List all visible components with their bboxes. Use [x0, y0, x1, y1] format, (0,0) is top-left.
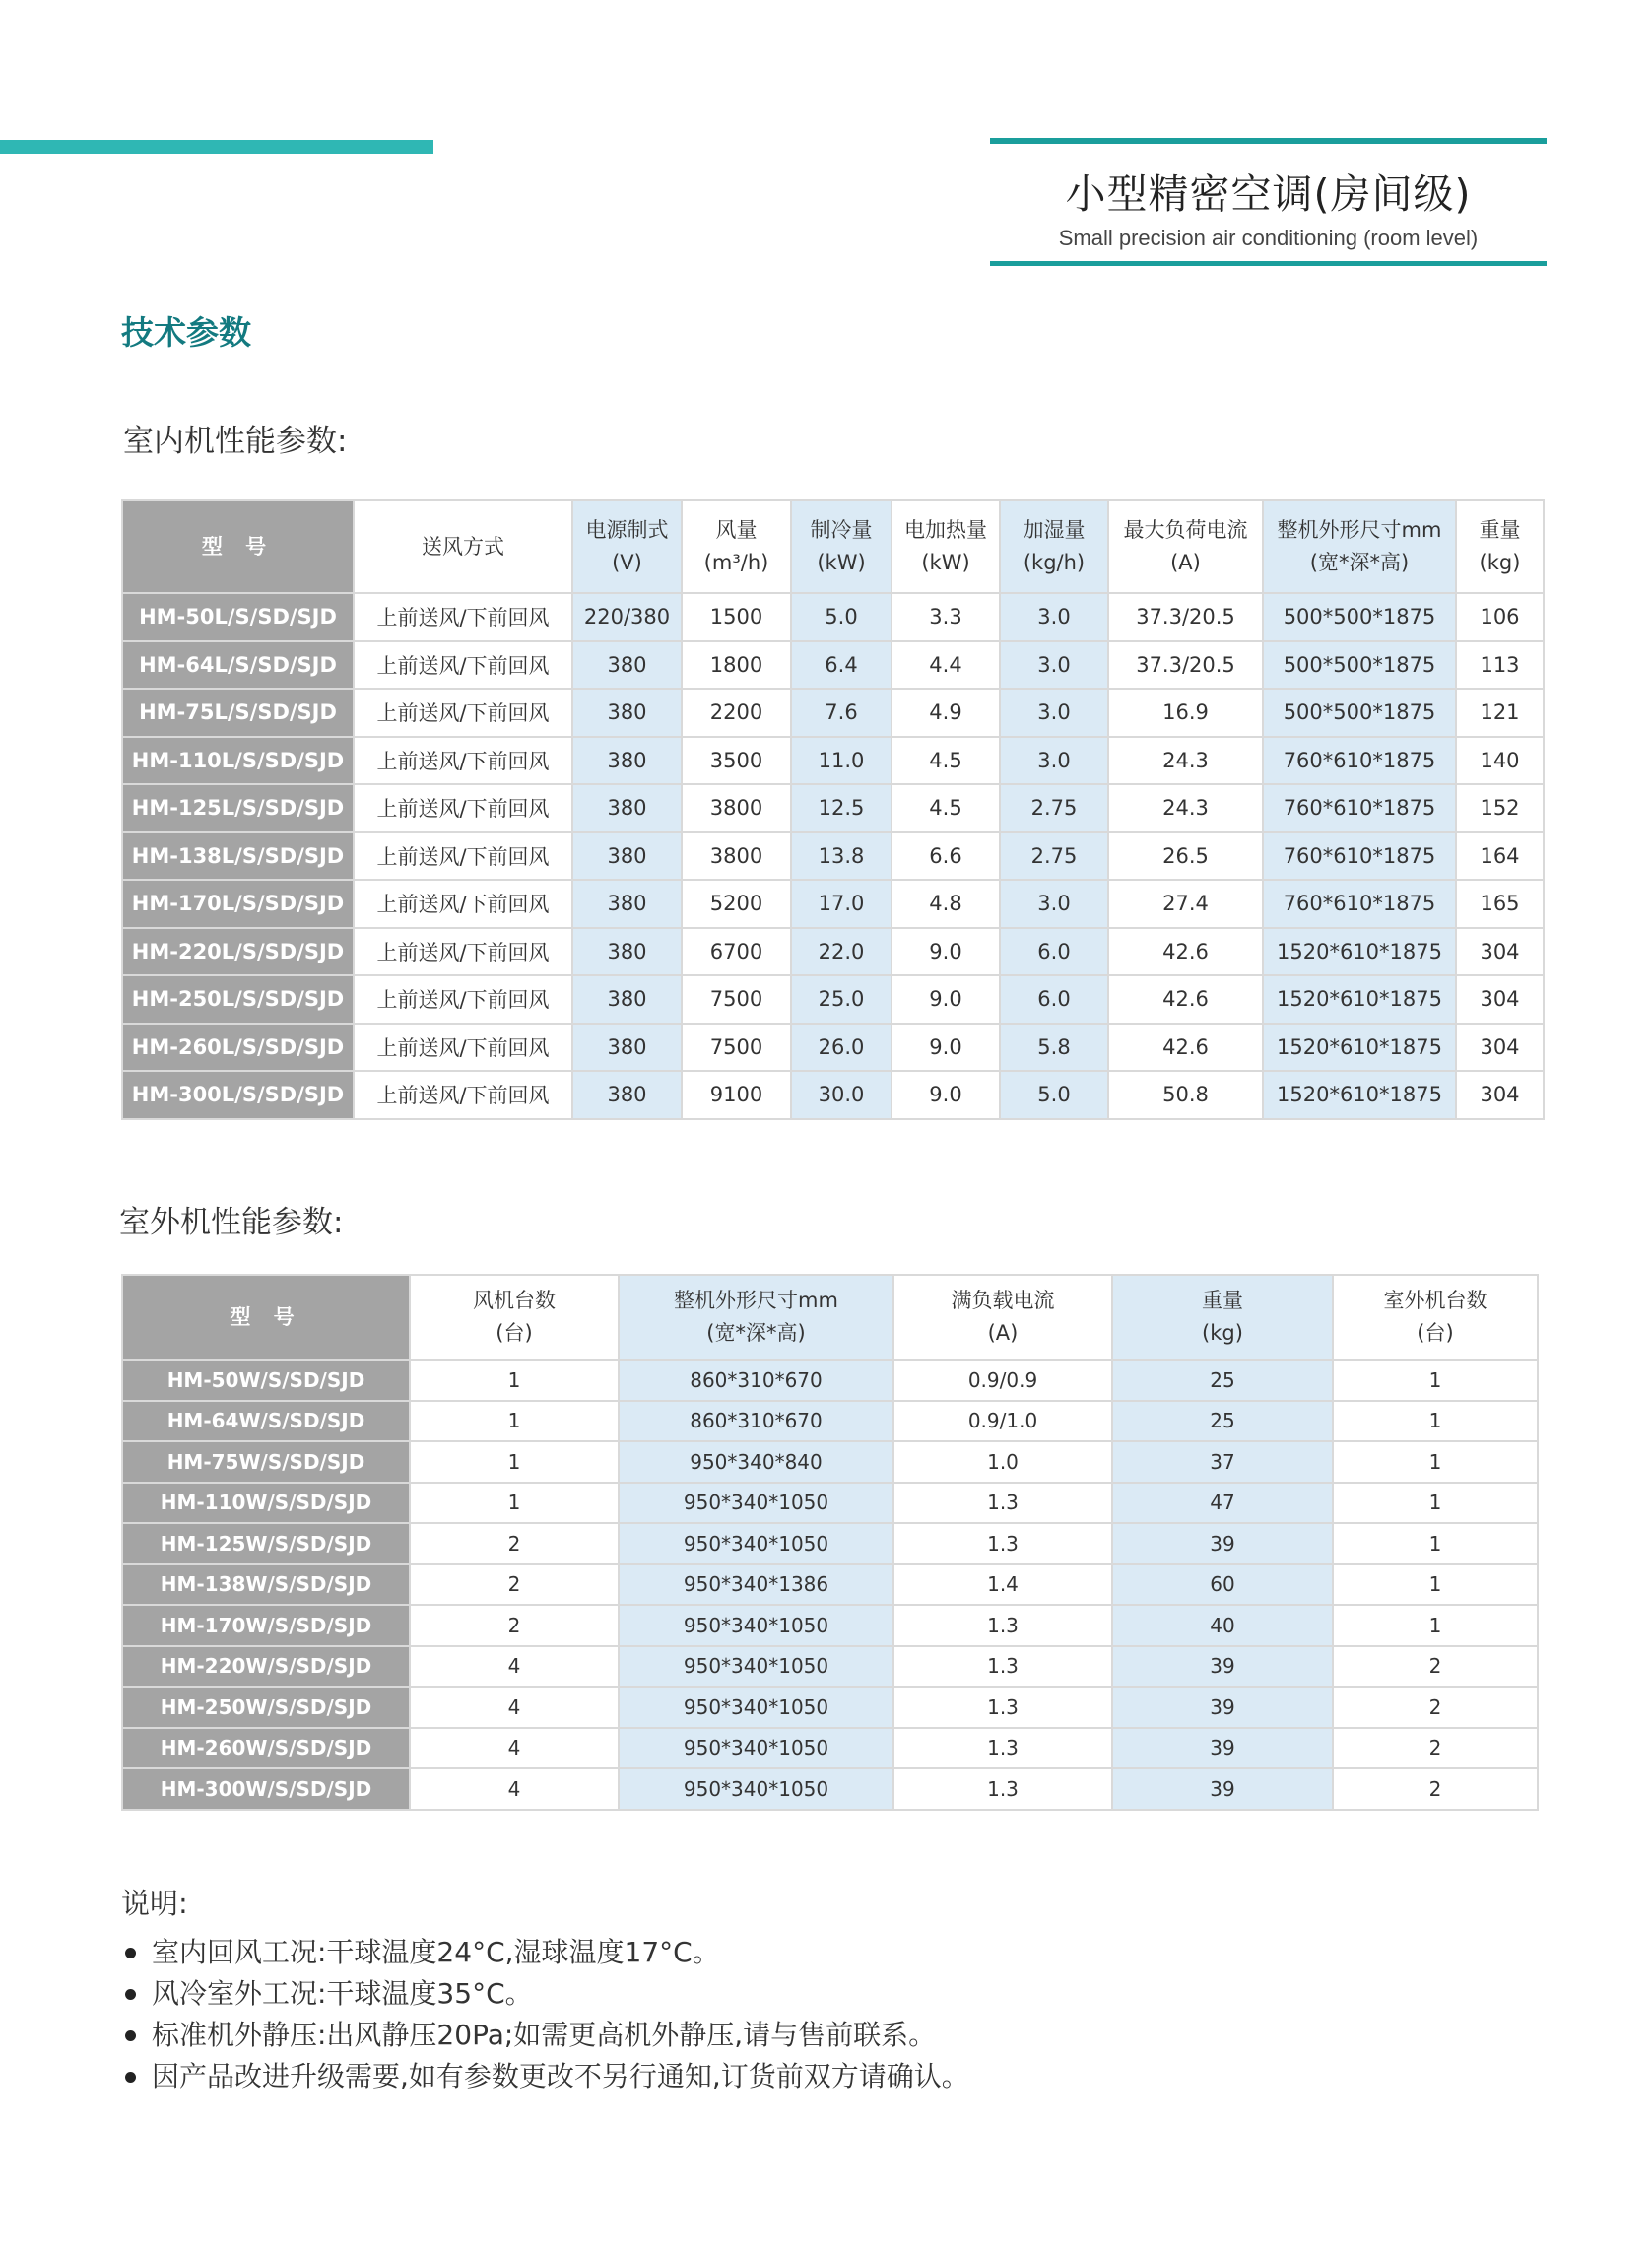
column-header-label: 室外机台数	[1383, 1289, 1487, 1312]
table-row	[122, 1483, 1538, 1524]
model-cell: HM-125L/S/SD/SJD	[122, 784, 354, 832]
table-cell: 4.8	[892, 880, 1000, 928]
table-cell: 500*500*1875	[1263, 641, 1456, 690]
table-cell: 1.4	[893, 1564, 1112, 1606]
column-header-label: 整机外形尺寸mm	[674, 1289, 838, 1312]
table-cell: 9.0	[892, 975, 1000, 1024]
column-header-label: 最大负荷电流	[1123, 518, 1248, 542]
table-cell: 2200	[682, 689, 791, 737]
table-row	[122, 1441, 1538, 1483]
table-cell: 1	[410, 1483, 619, 1524]
table-cell: 4.9	[892, 689, 1000, 737]
table-cell: 2	[1333, 1728, 1538, 1769]
table-cell: 2.75	[1000, 784, 1108, 832]
table-row	[122, 641, 1544, 690]
table-cell: 25	[1112, 1401, 1333, 1442]
table-cell: 上前送风/下前回风	[354, 689, 572, 737]
note-item	[121, 1973, 969, 2015]
table-cell: 上前送风/下前回风	[354, 832, 572, 881]
table-cell: 121	[1456, 689, 1544, 737]
table-row	[122, 1523, 1538, 1564]
table-cell: 4	[410, 1728, 619, 1769]
column-header-unit: (kg)	[1479, 551, 1521, 574]
table-cell: 上前送风/下前回风	[354, 593, 572, 641]
table-cell: 0.9/0.9	[893, 1360, 1112, 1401]
table-cell: 40	[1112, 1605, 1333, 1646]
table-row	[122, 784, 1544, 832]
table-cell: 3.0	[1000, 593, 1108, 641]
table-cell: 860*310*670	[619, 1401, 893, 1442]
table-cell: 2.75	[1000, 832, 1108, 881]
table-cell: 1	[1333, 1401, 1538, 1442]
column-header	[122, 500, 354, 593]
table-cell: 2	[410, 1523, 619, 1564]
table-cell: 6700	[682, 928, 791, 976]
model-cell: HM-125W/S/SD/SJD	[122, 1523, 410, 1564]
table-row	[122, 593, 1544, 641]
column-header-unit: (A)	[1170, 551, 1201, 574]
table-cell: 37	[1112, 1441, 1333, 1483]
model-cell: HM-75L/S/SD/SJD	[122, 689, 354, 737]
column-header	[1112, 1275, 1333, 1360]
table-cell: 3500	[682, 737, 791, 785]
table-cell: 3.0	[1000, 737, 1108, 785]
table-cell: 380	[572, 975, 682, 1024]
table-row	[122, 1071, 1544, 1119]
model-cell: HM-64W/S/SD/SJD	[122, 1401, 410, 1442]
table-cell: 760*610*1875	[1263, 880, 1456, 928]
table-cell: 3.0	[1000, 641, 1108, 690]
table-cell: 上前送风/下前回风	[354, 880, 572, 928]
model-cell: HM-50L/S/SD/SJD	[122, 593, 354, 641]
model-cell: HM-220W/S/SD/SJD	[122, 1646, 410, 1688]
table-cell: 16.9	[1108, 689, 1263, 737]
column-header-label: 重量	[1202, 1289, 1243, 1312]
bullet-icon	[125, 2072, 136, 2083]
column-header	[682, 500, 791, 593]
table-cell: 950*340*1050	[619, 1605, 893, 1646]
table-cell: 304	[1456, 1024, 1544, 1072]
table-cell: 9.0	[892, 928, 1000, 976]
column-header-unit: (台)	[496, 1321, 533, 1345]
table-row	[122, 1728, 1538, 1769]
table-cell: 上前送风/下前回风	[354, 1024, 572, 1072]
column-header-label: 整机外形尺寸mm	[1277, 518, 1442, 542]
table-row	[122, 737, 1544, 785]
table-cell: 1.0	[893, 1441, 1112, 1483]
model-cell: HM-170L/S/SD/SJD	[122, 880, 354, 928]
table-cell: 1	[410, 1401, 619, 1442]
column-header	[1456, 500, 1544, 593]
column-header-label: 送风方式	[422, 534, 504, 559]
table-cell: 380	[572, 832, 682, 881]
table-cell: 950*340*1050	[619, 1483, 893, 1524]
table-cell: 950*340*840	[619, 1441, 893, 1483]
column-header	[354, 500, 572, 593]
column-header	[791, 500, 892, 593]
note-text: 风冷室外工况:干球温度35°C。	[152, 1977, 533, 2010]
table-cell: 380	[572, 737, 682, 785]
table-cell: 500*500*1875	[1263, 593, 1456, 641]
table-cell: 500*500*1875	[1263, 689, 1456, 737]
header-line-top	[990, 138, 1547, 144]
table-cell: 39	[1112, 1768, 1333, 1810]
table-cell: 2	[1333, 1768, 1538, 1810]
table-cell: 3.0	[1000, 880, 1108, 928]
table-row	[122, 928, 1544, 976]
table-cell: 5.8	[1000, 1024, 1108, 1072]
table-cell: 1	[1333, 1523, 1538, 1564]
table-cell: 164	[1456, 832, 1544, 881]
table-cell: 42.6	[1108, 928, 1263, 976]
table-cell: 1	[1333, 1441, 1538, 1483]
table-header-row	[122, 500, 1544, 593]
table-cell: 24.3	[1108, 737, 1263, 785]
table-cell: 上前送风/下前回风	[354, 928, 572, 976]
table-cell: 2	[410, 1605, 619, 1646]
table-cell: 9.0	[892, 1024, 1000, 1072]
table-cell: 140	[1456, 737, 1544, 785]
table-cell: 4.5	[892, 784, 1000, 832]
header-line-bottom	[990, 261, 1547, 266]
table-cell: 50.8	[1108, 1071, 1263, 1119]
table-cell: 220/380	[572, 593, 682, 641]
table-cell: 47	[1112, 1483, 1333, 1524]
table-cell: 4	[410, 1768, 619, 1810]
table-row	[122, 1768, 1538, 1810]
table-cell: 39	[1112, 1523, 1333, 1564]
column-header	[122, 1275, 410, 1360]
note-text: 室内回风工况:干球温度24°C,湿球温度17°C。	[152, 1936, 720, 1968]
model-cell: HM-300L/S/SD/SJD	[122, 1071, 354, 1119]
table-cell: 2	[1333, 1646, 1538, 1688]
column-header-unit: (m³/h)	[703, 551, 769, 574]
table-cell: 上前送风/下前回风	[354, 737, 572, 785]
table-cell: 2	[410, 1564, 619, 1606]
table-cell: 380	[572, 641, 682, 690]
model-cell: HM-110L/S/SD/SJD	[122, 737, 354, 785]
table-row	[122, 1360, 1538, 1401]
table-cell: 380	[572, 1071, 682, 1119]
table-cell: 42.6	[1108, 1024, 1263, 1072]
table-row	[122, 1024, 1544, 1072]
model-cell: HM-260W/S/SD/SJD	[122, 1728, 410, 1769]
column-header-label: 电源制式	[585, 518, 669, 542]
table-cell: 1	[410, 1360, 619, 1401]
column-header-unit: (kW)	[921, 551, 970, 574]
column-header-label: 满负载电流	[951, 1289, 1055, 1312]
table-cell: 380	[572, 880, 682, 928]
table-row	[122, 1646, 1538, 1688]
table-header-row	[122, 1275, 1538, 1360]
column-header	[1333, 1275, 1538, 1360]
table-cell: 上前送风/下前回风	[354, 975, 572, 1024]
table-cell: 1	[1333, 1483, 1538, 1524]
table-cell: 165	[1456, 880, 1544, 928]
column-header-unit: (宽*深*高)	[706, 1321, 806, 1345]
table-cell: 1	[1333, 1605, 1538, 1646]
table-cell: 60	[1112, 1564, 1333, 1606]
column-header-label: 电加热量	[904, 518, 987, 542]
table-cell: 950*340*1386	[619, 1564, 893, 1606]
column-header	[893, 1275, 1112, 1360]
model-cell: HM-300W/S/SD/SJD	[122, 1768, 410, 1810]
table-cell: 30.0	[791, 1071, 892, 1119]
bullet-icon	[125, 2030, 136, 2041]
column-header-unit: (V)	[612, 551, 642, 574]
notes-section	[121, 1882, 969, 2097]
table-cell: 7.6	[791, 689, 892, 737]
table-cell: 39	[1112, 1687, 1333, 1728]
model-cell: HM-250W/S/SD/SJD	[122, 1687, 410, 1728]
model-cell: HM-50W/S/SD/SJD	[122, 1360, 410, 1401]
table-cell: 1520*610*1875	[1263, 1071, 1456, 1119]
table-cell: 1.3	[893, 1483, 1112, 1524]
model-cell: HM-250L/S/SD/SJD	[122, 975, 354, 1024]
column-header-unit: (宽*深*高)	[1309, 551, 1410, 574]
bullet-icon	[125, 1989, 136, 2000]
table-cell: 2	[1333, 1687, 1538, 1728]
table-cell: 13.8	[791, 832, 892, 881]
table-cell: 6.6	[892, 832, 1000, 881]
table-row	[122, 689, 1544, 737]
column-header	[892, 500, 1000, 593]
table-cell: 6.4	[791, 641, 892, 690]
table-cell: 37.3/20.5	[1108, 641, 1263, 690]
model-cell: HM-64L/S/SD/SJD	[122, 641, 354, 690]
model-cell: HM-75W/S/SD/SJD	[122, 1441, 410, 1483]
indoor-spec-table	[121, 499, 1545, 1120]
table-cell: 7500	[682, 975, 791, 1024]
table-row	[122, 1605, 1538, 1646]
table-cell: 5.0	[1000, 1071, 1108, 1119]
table-cell: 380	[572, 1024, 682, 1072]
table-cell: 950*340*1050	[619, 1646, 893, 1688]
column-header-label: 型 号	[230, 1304, 302, 1329]
table-cell: 1520*610*1875	[1263, 975, 1456, 1024]
table-cell: 1500	[682, 593, 791, 641]
table-cell: 上前送风/下前回风	[354, 1071, 572, 1119]
page-title: 小型精密空调(房间级)	[1065, 170, 1472, 218]
column-header	[1108, 500, 1263, 593]
column-header	[572, 500, 682, 593]
table-cell: 1.3	[893, 1768, 1112, 1810]
column-header-label: 风量	[715, 518, 758, 542]
note-item	[121, 2056, 969, 2097]
page-subtitle: Small precision air conditioning (room level)	[1058, 226, 1479, 250]
table-cell: 3.3	[892, 593, 1000, 641]
table-cell: 11.0	[791, 737, 892, 785]
table-cell: 950*340*1050	[619, 1523, 893, 1564]
table-cell: 113	[1456, 641, 1544, 690]
column-header-unit: (kg/h)	[1023, 551, 1086, 574]
table-cell: 4	[410, 1687, 619, 1728]
table-cell: 5200	[682, 880, 791, 928]
table-cell: 3.0	[1000, 689, 1108, 737]
table-cell: 4.4	[892, 641, 1000, 690]
table-cell: 6.0	[1000, 975, 1108, 1024]
model-cell: HM-220L/S/SD/SJD	[122, 928, 354, 976]
column-header-label: 风机台数	[473, 1289, 556, 1312]
notes-list	[121, 1932, 969, 2097]
table-cell: 4	[410, 1646, 619, 1688]
notes-title: 说明:	[121, 1887, 188, 1920]
table-cell: 380	[572, 689, 682, 737]
column-header-label: 型 号	[201, 534, 275, 559]
table-row	[122, 880, 1544, 928]
table-cell: 1	[1333, 1564, 1538, 1606]
note-item	[121, 1932, 969, 1973]
column-header	[410, 1275, 619, 1360]
table-row	[122, 1401, 1538, 1442]
table-cell: 12.5	[791, 784, 892, 832]
table-cell: 304	[1456, 1071, 1544, 1119]
table-cell: 152	[1456, 784, 1544, 832]
table-cell: 106	[1456, 593, 1544, 641]
table-cell: 37.3/20.5	[1108, 593, 1263, 641]
table-cell: 5.0	[791, 593, 892, 641]
outdoor-spec-table	[121, 1274, 1539, 1811]
indoor-table-title: 室内机性能参数:	[123, 424, 348, 459]
table-cell: 上前送风/下前回风	[354, 784, 572, 832]
note-text: 因产品改进升级需要,如有参数更改不另行通知,订货前双方请确认。	[152, 2060, 969, 2092]
table-cell: 4.5	[892, 737, 1000, 785]
bullet-icon	[125, 1948, 136, 1958]
table-row	[122, 1564, 1538, 1606]
page-header	[990, 138, 1547, 266]
table-cell: 950*340*1050	[619, 1728, 893, 1769]
note-text: 标准机外静压:出风静压20Pa;如需更高机外静压,请与售前联系。	[152, 2019, 937, 2051]
model-cell: HM-138L/S/SD/SJD	[122, 832, 354, 881]
table-cell: 7500	[682, 1024, 791, 1072]
table-cell: 1	[410, 1441, 619, 1483]
note-item	[121, 2015, 969, 2056]
model-cell: HM-138W/S/SD/SJD	[122, 1564, 410, 1606]
table-cell: 760*610*1875	[1263, 784, 1456, 832]
outdoor-table-title: 室外机性能参数:	[119, 1205, 344, 1240]
column-header-label: 重量	[1479, 518, 1521, 542]
column-header-unit: (台)	[1417, 1321, 1454, 1345]
top-accent-bar	[0, 140, 433, 154]
table-cell: 1.3	[893, 1523, 1112, 1564]
model-cell: HM-260L/S/SD/SJD	[122, 1024, 354, 1072]
table-cell: 950*340*1050	[619, 1768, 893, 1810]
column-header	[1263, 500, 1456, 593]
table-cell: 26.5	[1108, 832, 1263, 881]
table-cell: 760*610*1875	[1263, 832, 1456, 881]
column-header-label: 制冷量	[810, 518, 873, 542]
table-cell: 0.9/1.0	[893, 1401, 1112, 1442]
table-cell: 1.3	[893, 1728, 1112, 1769]
model-cell: HM-170W/S/SD/SJD	[122, 1605, 410, 1646]
table-row	[122, 832, 1544, 881]
column-header	[1000, 500, 1108, 593]
column-header-label: 加湿量	[1023, 518, 1086, 542]
table-cell: 304	[1456, 975, 1544, 1024]
table-cell: 380	[572, 784, 682, 832]
section-title: 技术参数	[121, 313, 251, 352]
table-cell: 39	[1112, 1646, 1333, 1688]
table-cell: 1.3	[893, 1605, 1112, 1646]
table-cell: 25.0	[791, 975, 892, 1024]
table-cell: 3800	[682, 784, 791, 832]
table-cell: 1520*610*1875	[1263, 1024, 1456, 1072]
column-header-unit: (kW)	[817, 551, 866, 574]
table-cell: 27.4	[1108, 880, 1263, 928]
table-cell: 1	[1333, 1360, 1538, 1401]
table-cell: 6.0	[1000, 928, 1108, 976]
table-cell: 380	[572, 928, 682, 976]
table-cell: 760*610*1875	[1263, 737, 1456, 785]
table-cell: 上前送风/下前回风	[354, 641, 572, 690]
table-cell: 860*310*670	[619, 1360, 893, 1401]
model-cell: HM-110W/S/SD/SJD	[122, 1483, 410, 1524]
table-cell: 9.0	[892, 1071, 1000, 1119]
table-cell: 22.0	[791, 928, 892, 976]
table-cell: 26.0	[791, 1024, 892, 1072]
table-cell: 1800	[682, 641, 791, 690]
table-row	[122, 1687, 1538, 1728]
column-header	[619, 1275, 893, 1360]
table-cell: 24.3	[1108, 784, 1263, 832]
column-header-unit: (kg)	[1202, 1321, 1243, 1345]
table-cell: 950*340*1050	[619, 1687, 893, 1728]
table-cell: 1.3	[893, 1687, 1112, 1728]
table-cell: 25	[1112, 1360, 1333, 1401]
table-row	[122, 975, 1544, 1024]
table-cell: 3800	[682, 832, 791, 881]
table-cell: 9100	[682, 1071, 791, 1119]
table-cell: 1.3	[893, 1646, 1112, 1688]
table-cell: 42.6	[1108, 975, 1263, 1024]
table-cell: 39	[1112, 1728, 1333, 1769]
table-cell: 1520*610*1875	[1263, 928, 1456, 976]
table-cell: 17.0	[791, 880, 892, 928]
column-header-unit: (A)	[987, 1321, 1019, 1345]
table-cell: 304	[1456, 928, 1544, 976]
